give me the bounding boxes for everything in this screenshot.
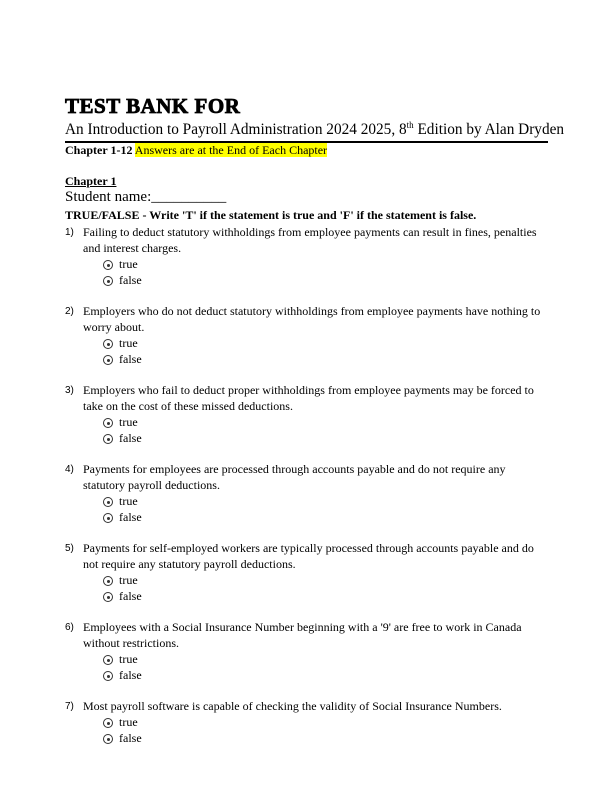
- answer-option-true[interactable]: [103, 572, 545, 588]
- student-name-field: Student name:__________: [65, 189, 227, 205]
- option-label: false: [119, 668, 142, 682]
- option-label: true: [119, 494, 138, 508]
- question-number: 6): [65, 622, 74, 633]
- chapter-heading: Chapter 1: [65, 174, 117, 188]
- chapter-range-line: [65, 143, 327, 158]
- option-label: true: [119, 652, 138, 666]
- option-label: false: [119, 273, 142, 287]
- question-text: Payments for employees are processed through accounts payable and do not require any statutory payroll deductions.: [83, 462, 506, 492]
- question-item: [65, 619, 545, 683]
- radio-icon[interactable]: [103, 260, 113, 270]
- option-label: true: [119, 336, 138, 350]
- question-text: Employees with a Social Insurance Number beginning with a '9' are free to work in Canada without restrictions.: [83, 620, 522, 650]
- question-item: [65, 224, 545, 288]
- radio-icon[interactable]: [103, 592, 113, 602]
- subtitle-text: An Introduction to Payroll Administration 2024 2025, 8: [65, 121, 407, 139]
- question-number: 1): [65, 227, 74, 238]
- answer-option-true[interactable]: [103, 714, 545, 730]
- question-item: [65, 698, 545, 746]
- question-text: Failing to deduct statutory withholdings from employee payments can result in fines, penalties and interest charges.: [83, 225, 537, 255]
- question-item: [65, 540, 545, 604]
- question-text: Employers who fail to deduct proper withholdings from employee payments may be forced to take on the cost of these missed deductions.: [83, 383, 534, 413]
- radio-icon[interactable]: [103, 671, 113, 681]
- answer-option-false[interactable]: [103, 509, 545, 525]
- question-number: 5): [65, 543, 74, 554]
- option-label: true: [119, 715, 138, 729]
- answer-option-true[interactable]: [103, 651, 545, 667]
- answer-option-true[interactable]: [103, 335, 545, 351]
- radio-icon[interactable]: [103, 718, 113, 728]
- question-text: Most payroll software is capable of checking the validity of Social Insurance Numbers.: [83, 699, 502, 713]
- radio-icon[interactable]: [103, 434, 113, 444]
- option-label: false: [119, 352, 142, 366]
- question-number: 3): [65, 385, 74, 396]
- radio-icon[interactable]: [103, 513, 113, 523]
- document-title: TEST BANK FOR: [65, 94, 241, 118]
- question-number: 4): [65, 464, 74, 475]
- subtitle-superscript: th: [406, 120, 414, 130]
- question-item: [65, 303, 545, 367]
- answer-option-false[interactable]: [103, 430, 545, 446]
- answer-option-false[interactable]: [103, 272, 545, 288]
- answer-option-true[interactable]: [103, 493, 545, 509]
- book-subtitle: [65, 120, 564, 139]
- radio-icon[interactable]: [103, 355, 113, 365]
- subtitle-text-end: Edition by Alan Dryden: [413, 121, 565, 139]
- question-number: 2): [65, 306, 74, 317]
- radio-icon[interactable]: [103, 418, 113, 428]
- option-label: false: [119, 731, 142, 745]
- answer-option-false[interactable]: [103, 351, 545, 367]
- option-label: false: [119, 431, 142, 445]
- question-item: [65, 461, 545, 525]
- radio-icon[interactable]: [103, 339, 113, 349]
- chapter-range: Chapter 1-12: [65, 143, 133, 157]
- radio-icon[interactable]: [103, 655, 113, 665]
- option-label: true: [119, 415, 138, 429]
- answer-option-true[interactable]: [103, 414, 545, 430]
- answer-option-false[interactable]: [103, 730, 545, 746]
- answer-option-false[interactable]: [103, 588, 545, 604]
- option-label: false: [119, 589, 142, 603]
- question-text: Employers who do not deduct statutory withholdings from employee payments have nothing to worry about.: [83, 304, 541, 334]
- radio-icon[interactable]: [103, 276, 113, 286]
- option-label: false: [119, 510, 142, 524]
- answers-note: Answers are at the End of Each Chapter: [134, 143, 328, 157]
- radio-icon[interactable]: [103, 734, 113, 744]
- radio-icon[interactable]: [103, 576, 113, 586]
- answer-option-false[interactable]: [103, 667, 545, 683]
- question-number: 7): [65, 701, 74, 712]
- question-item: [65, 382, 545, 446]
- option-label: true: [119, 573, 138, 587]
- option-label: true: [119, 257, 138, 271]
- question-text: Payments for self-employed workers are typically processed through accounts payable and do not require any statutory payroll deductions.: [83, 541, 534, 571]
- radio-icon[interactable]: [103, 497, 113, 507]
- instructions: TRUE/FALSE - Write 'T' if the statement is true and 'F' if the statement is false.: [65, 208, 477, 222]
- answer-option-true[interactable]: [103, 256, 545, 272]
